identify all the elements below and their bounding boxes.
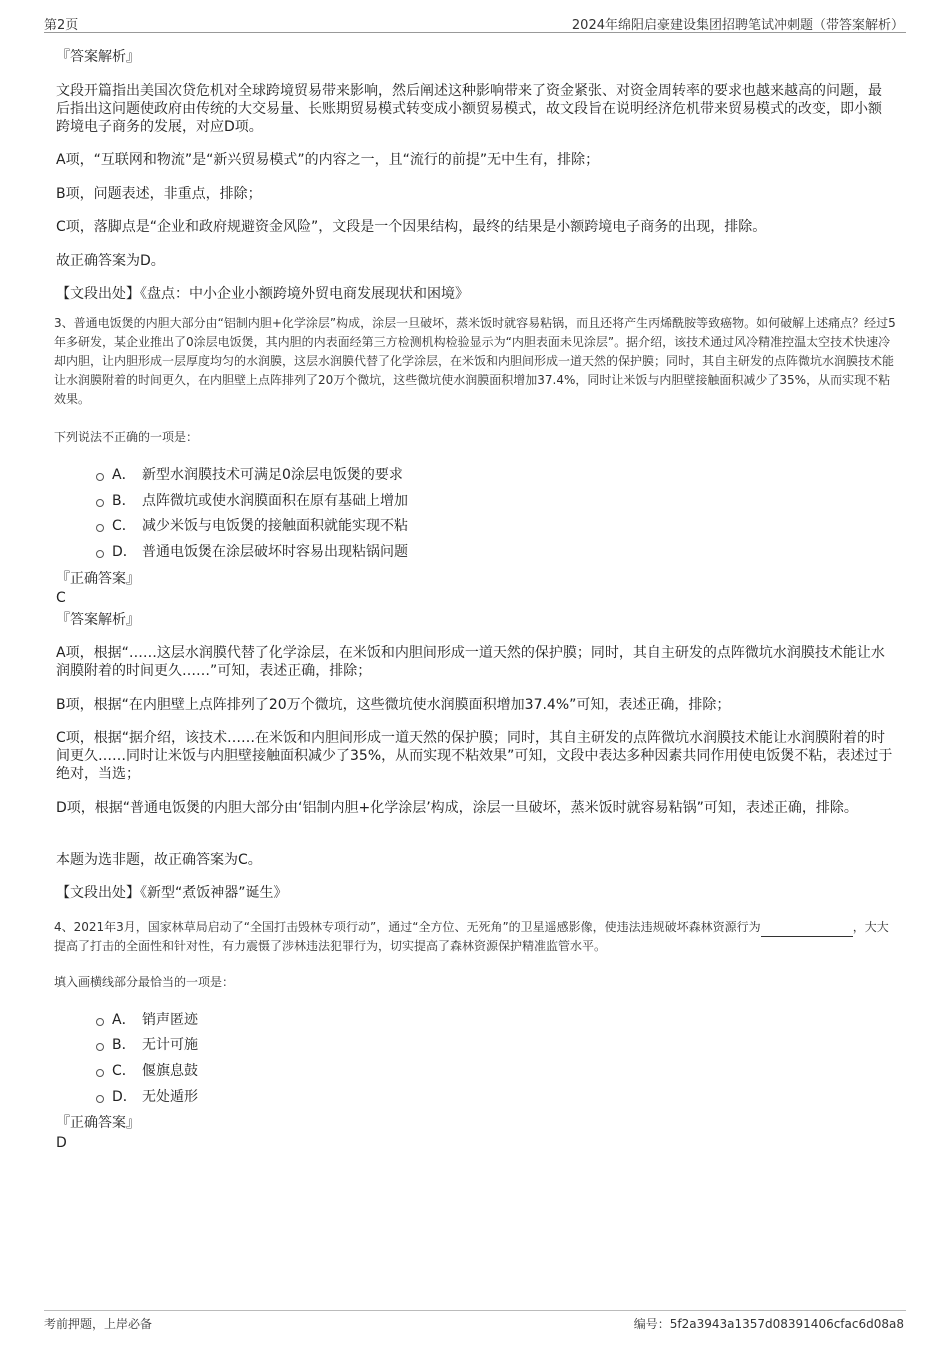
fill-blank — [761, 924, 853, 937]
q3-analysis-a: A项，根据“……这层水润膜代替了化学涂层，在米饭和内胆间形成一道天然的保护膜；同时，其自主研发的点阵微坑水润膜技术能让水润膜附着的时间更久……”可知，表述正确，排除； — [56, 645, 885, 679]
q3-analysis-d: D项，根据“普通电饭煲的内胆大部分由‘铝制内胆+化学涂层’构成，涂层一旦破坏，蒸米饭时就容易粘锅”可知，表述正确，排除。 — [56, 800, 858, 816]
radio-icon[interactable] — [96, 524, 104, 532]
q2-analysis-b: B项，问题表述，非重点，排除； — [56, 186, 262, 202]
radio-icon[interactable] — [96, 550, 104, 558]
q3-answer-label: 『正确答案』 — [56, 571, 140, 587]
q4-stem: 4、2021年3月，国家林草局启动了“全国打击毁林专项行动”，通过“全方位、无死角”的卫星遥感影像，使违法违规破坏森林资源行为 ，大大提高了打击的全面性和针对性，有力震慑了涉林违法犯罪行为，切实提高了森林资源保护精准监管水平。 — [54, 920, 889, 953]
footer-code: 编号：5f2a3943a1357d08391406cfac6d08a8 — [633, 1317, 904, 1331]
radio-icon[interactable] — [96, 1043, 104, 1051]
q2-analysis-label: 『答案解析』 — [56, 49, 140, 65]
q4-prompt: 填入画横线部分最恰当的一项是： — [54, 975, 235, 989]
radio-icon[interactable] — [96, 499, 104, 507]
radio-icon[interactable] — [96, 1095, 104, 1103]
radio-icon[interactable] — [96, 473, 104, 481]
radio-icon[interactable] — [96, 1069, 104, 1077]
q3-prompt: 下列说法不正确的一项是： — [54, 430, 199, 444]
document-title: 2024年绵阳启豪建设集团招聘笔试冲刺题（带答案解析） — [571, 18, 904, 33]
q2-analysis-c: C项，落脚点是“企业和政府规避资金风险”，文段是一个因果结构，最终的结果是小额跨境电子商务的出现，排除。 — [56, 219, 767, 235]
q3-answer: C — [56, 590, 66, 606]
q3-analysis-b: B项，根据“在内胆壁上点阵排列了20万个微坑，这些微坑使水润膜面积增加37.4%”可知，表述正确，排除； — [56, 697, 731, 713]
footer-slogan: 考前押题，上岸必备 — [44, 1317, 153, 1331]
q3-option-d[interactable]: D． 普通电饭煲在涂层破坏时容易出现粘锅问题 — [96, 542, 408, 560]
q2-source: 【文段出处】《盘点：中小企业小额跨境外贸电商发展现状和困境》 — [56, 286, 469, 302]
q2-analysis-paragraph: 文段开篇指出美国次贷危机对全球跨境贸易带来影响，然后阐述这种影响带来了资金紧张、对资金周转率的要求也越来越高的问题，最后指出这问题使政府由传统的大交易量、长账期贸易模式转变成小额贸易模式，故文段旨在说明经济危机带来贸易模式的改变，即小额跨境电子商务的发展，对应D项。 — [56, 83, 882, 135]
q3-conclusion: 本题为选非题，故正确答案为C。 — [56, 852, 262, 868]
q2-analysis-a: A项，“互联网和物流”是“新兴贸易模式”的内容之一，且“流行的前提”无中生有，排除； — [56, 152, 600, 168]
page-footer — [44, 1310, 906, 1331]
q3-option-c[interactable]: C． 减少米饭与电饭煲的接触面积就能实现不粘 — [96, 516, 408, 534]
q2-conclusion: 故正确答案为D。 — [56, 253, 165, 269]
q4-option-c[interactable]: C． 偃旗息鼓 — [96, 1061, 198, 1079]
q3-option-a[interactable]: A． 新型水润膜技术可满足0涂层电饭煲的要求 — [96, 465, 403, 483]
q4-option-b[interactable]: B． 无计可施 — [96, 1035, 198, 1053]
q4-answer: D — [56, 1135, 67, 1151]
q3-analysis-c: C项，根据“据介绍，该技术……在米饭和内胆间形成一道天然的保护膜；同时，其自主研发的点阵微坑水润膜技术能让水润膜附着的时间更久……同时让米饭与内胆壁接触面积减少了35%，从而实现不粘效果”可知，文段中表达多种因素共同作用使电饭煲不粘，表述过于绝对，当选； — [56, 730, 893, 782]
page-header — [44, 14, 906, 33]
radio-icon[interactable] — [96, 1018, 104, 1026]
q3-analysis-label: 『答案解析』 — [56, 612, 140, 628]
q3-stem: 3、普通电饭煲的内胆大部分由“铝制内胆+化学涂层”构成，涂层一旦破坏，蒸米饭时就容易粘锅，而且还将产生丙烯酰胺等致癌物。如何破解上述痛点？经过5年多研发，某企业推出了0涂层电饭煲，其内胆的内表面经第三方检测机构检验显示为“内胆表面未见涂层”。据介绍，该技术通过风冷精准控温太空技术快速冷却内胆，让内胆形成一层厚度均匀的水润膜，这层水润膜代替了化学涂层，在米饭和内胆间形成一道天然的保护膜；同时，其自主研发的点阵微坑水润膜技术能让水润膜附着的时间更久，在内胆壁上点阵排列了20万个微坑，这些微坑使水润膜面积增加37.4%，同时让米饭与内胆壁接触面积减少了35%，从而实现不粘效果。 — [54, 316, 896, 406]
q3-source: 【文段出处】《新型“煮饭神器”诞生》 — [56, 885, 288, 901]
q3-option-b[interactable]: B． 点阵微坑或使水润膜面积在原有基础上增加 — [96, 491, 408, 509]
q4-answer-label: 『正确答案』 — [56, 1115, 140, 1131]
q4-option-a[interactable]: A． 销声匿迹 — [96, 1010, 198, 1028]
page-number: 第2页 — [44, 18, 79, 33]
q4-option-d[interactable]: D． 无处遁形 — [96, 1087, 198, 1105]
